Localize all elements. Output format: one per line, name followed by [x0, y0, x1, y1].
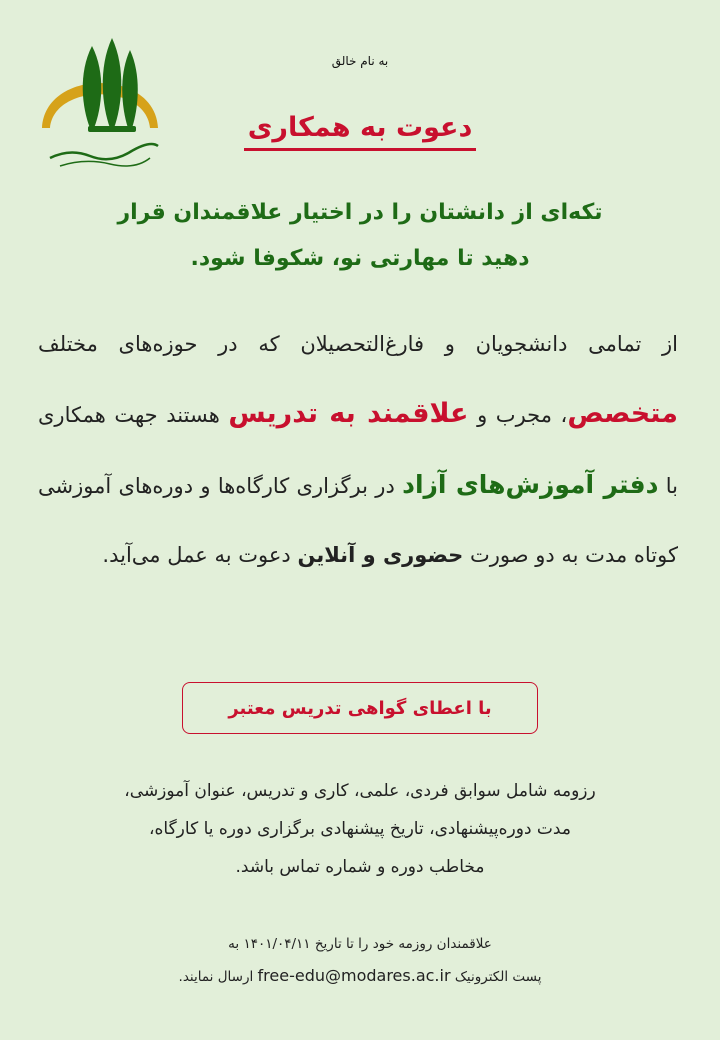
invitation-paragraph	[38, 310, 678, 590]
resume-line-2: مدت دوره‌پیشنهادی، تاریخ پیشنهادی برگزاری دوره یا کارگاه،	[149, 819, 571, 839]
title-wrap	[0, 110, 720, 151]
body-part-2: ، مجرب و	[477, 403, 568, 427]
resume-line-1: رزومه شامل سوابق فردی، علمی، کاری و تدریس، عنوان آموزشی،	[124, 781, 596, 801]
office-highlight: دفتر آموزش‌های آزاد	[402, 470, 659, 499]
modes-highlight: حضوری و آنلاین	[297, 543, 464, 567]
deadline-line-2	[40, 960, 680, 993]
certificate-badge: با اعطای گواهی تدریس معتبر	[182, 682, 538, 734]
bismillah: به نام خالق	[331, 54, 389, 68]
specialist-highlight: متخصص	[567, 398, 678, 429]
body-part-1: از تمامی دانشجویان و فارغ‌التحصیلان که در حوزه‌های مختلف	[38, 332, 678, 356]
body-part-4: در برگزاری کارگاه‌ها و دوره‌های آموزشی کوتاه مدت به دو صورت	[38, 474, 678, 567]
body-part-5: دعوت به عمل می‌آید.	[102, 543, 291, 567]
email-link[interactable]: free-edu@modares.ac.ir	[257, 966, 451, 985]
deadline-notice	[40, 928, 680, 993]
deadline-line-1: علاقمندان روزمه خود را تا تاریخ ۱۴۰۱/۰۴/۱۱ به	[228, 936, 492, 952]
slogan-line-1: تکه‌ای از دانشتان را در اختیار علاقمندان قرار	[117, 200, 603, 225]
body-part-3: هستند جهت همکاری با	[38, 403, 678, 498]
slogan-line-2: دهید تا مهارتی نو، شکوفا شود.	[190, 246, 530, 271]
interested-highlight: علاقمند به تدریس	[228, 398, 469, 429]
university-logo	[30, 28, 170, 178]
resume-requirements	[40, 772, 680, 886]
slogan	[40, 190, 680, 282]
deadline-prefix: پست الکترونیک	[454, 969, 542, 985]
deadline-suffix: ارسال نمایند.	[178, 969, 254, 985]
page-title: دعوت به همکاری	[244, 110, 477, 151]
resume-line-3: مخاطب دوره و شماره تماس باشد.	[235, 857, 485, 877]
